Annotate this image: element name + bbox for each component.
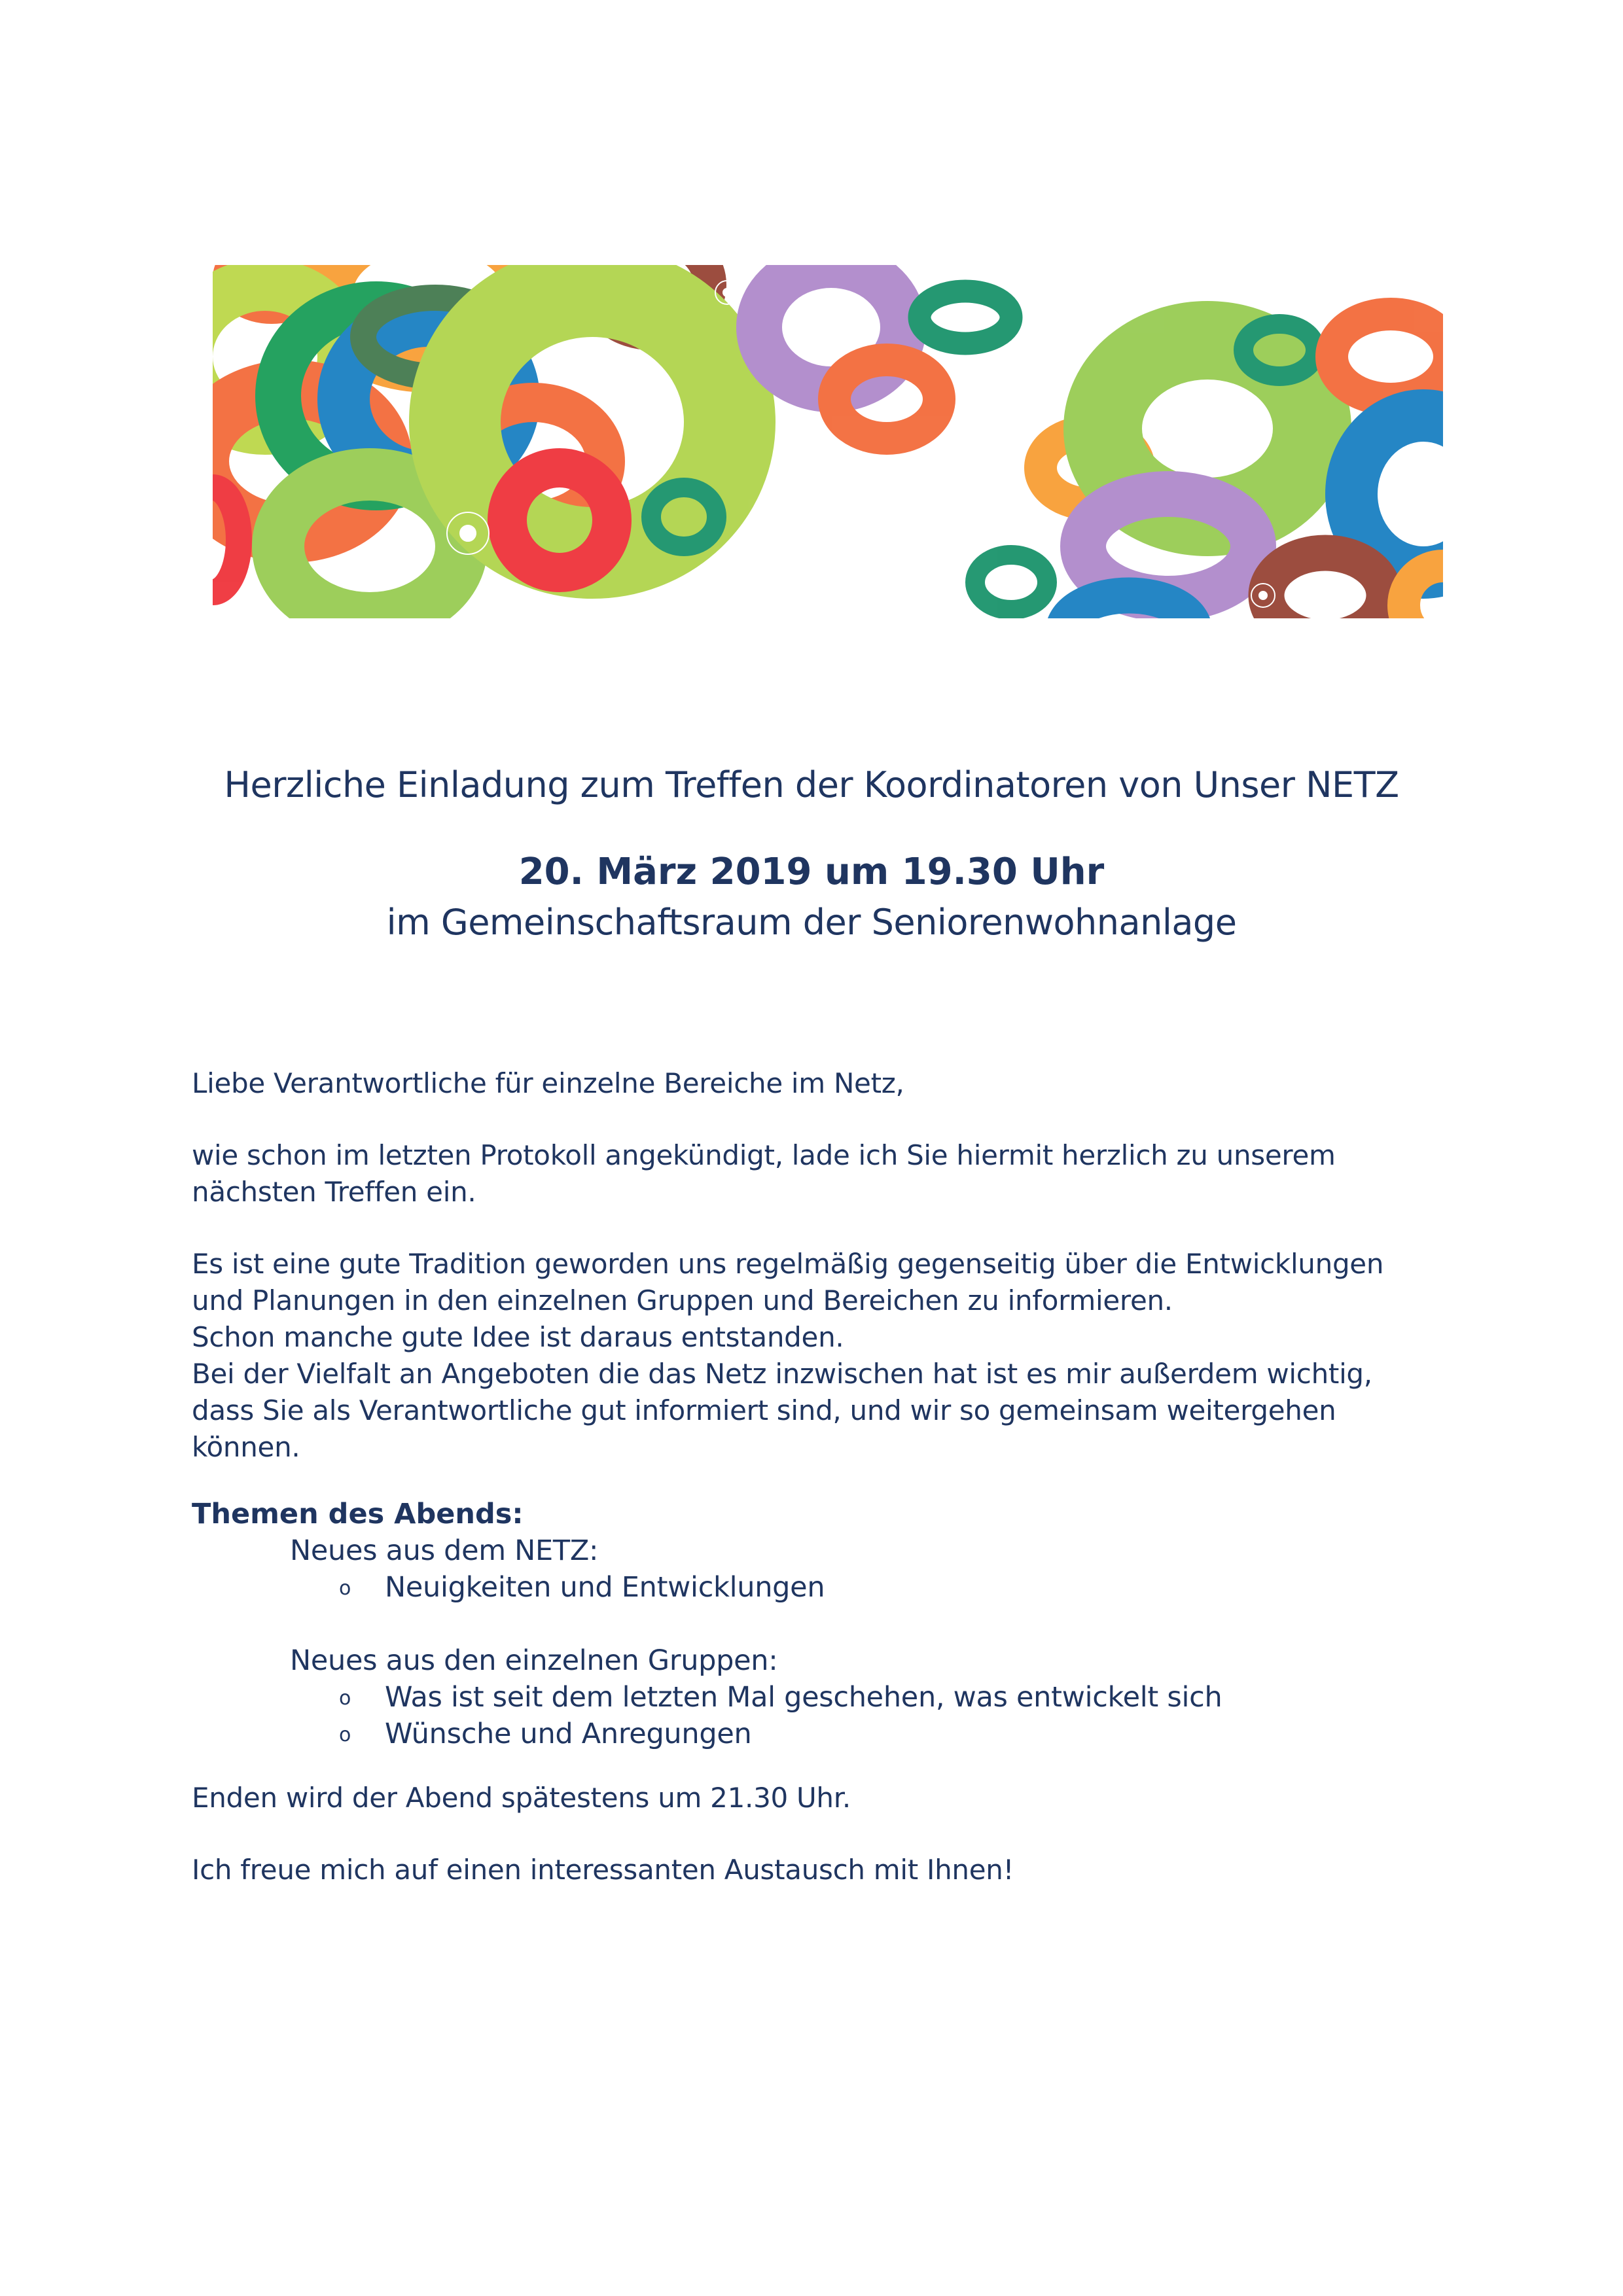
circle-bullet-icon: o [339,1687,351,1710]
circle-bullet-icon: o [339,1723,351,1746]
theme-list-item [192,1679,1222,1716]
themes-section [192,1496,1222,1752]
text-line: dass Sie als Verantwortliche gut informiert sind, und wir so gemeinsam weitergehen [192,1394,1336,1426]
text-line: nächsten Treffen ein. [192,1176,476,1208]
decorative-rings-banner [213,265,1443,618]
paragraph-2 [192,1246,1383,1466]
theme-item-text: Wünsche und Anregungen [385,1718,752,1750]
event-date-time: 20. März 2019 um 19.30 Uhr [518,851,1105,893]
text-line: Schon manche gute Idee ist daraus entstanden. [192,1321,844,1353]
theme-item-text: Neuigkeiten und Entwicklungen [385,1571,825,1604]
theme-group-title: Neues aus dem NETZ: [290,1534,599,1567]
spacer [192,1606,1222,1642]
end-time-note: Enden wird der Abend spätestens um 21.30 Uhr. [192,1782,851,1814]
ring [1266,553,1384,618]
ring [834,360,939,438]
theme-item-text: Was ist seit dem letzten Mal geschehen, was entwickelt sich [385,1681,1222,1714]
text-line: wie schon im letzten Protokoll angekündigt, lade ich Sie hiermit herzlich zu unserem [192,1139,1336,1171]
ring [975,555,1047,610]
ring [1332,314,1443,399]
circle-bullet-icon: o [339,1577,351,1600]
invitation-title: Herzliche Einladung zum Treffen der Koordinatoren von Unser NETZ [224,764,1399,805]
text-line: und Planungen in den einzelnen Gruppen und Bereichen zu informieren. [192,1284,1173,1316]
event-location: im Gemeinschaftsraum der Seniorenwohnanlage [386,902,1237,943]
theme-group-title: Neues aus den einzelnen Gruppen: [290,1644,778,1677]
paragraph-1 [192,1137,1336,1210]
themes-heading: Themen des Abends: [192,1498,524,1530]
theme-list-item [192,1569,1222,1606]
salutation: Liebe Verantwortliche für einzelne Bereiche im Netz, [192,1067,904,1099]
ring [919,291,1011,344]
theme-list-item [192,1716,1222,1752]
rings-image [213,265,1443,618]
text-line: können. [192,1431,300,1463]
closing-line: Ich freue mich auf einen interessanten Austausch mit Ihnen! [192,1854,1014,1886]
text-line: Es ist eine gute Tradition geworden uns regelmäßig gegenseitig über die Entwicklungen [192,1248,1384,1280]
text-line: Bei der Vielfalt an Angeboten die das Netz inzwischen hat ist es mir außerdem wichtig, [192,1358,1372,1390]
